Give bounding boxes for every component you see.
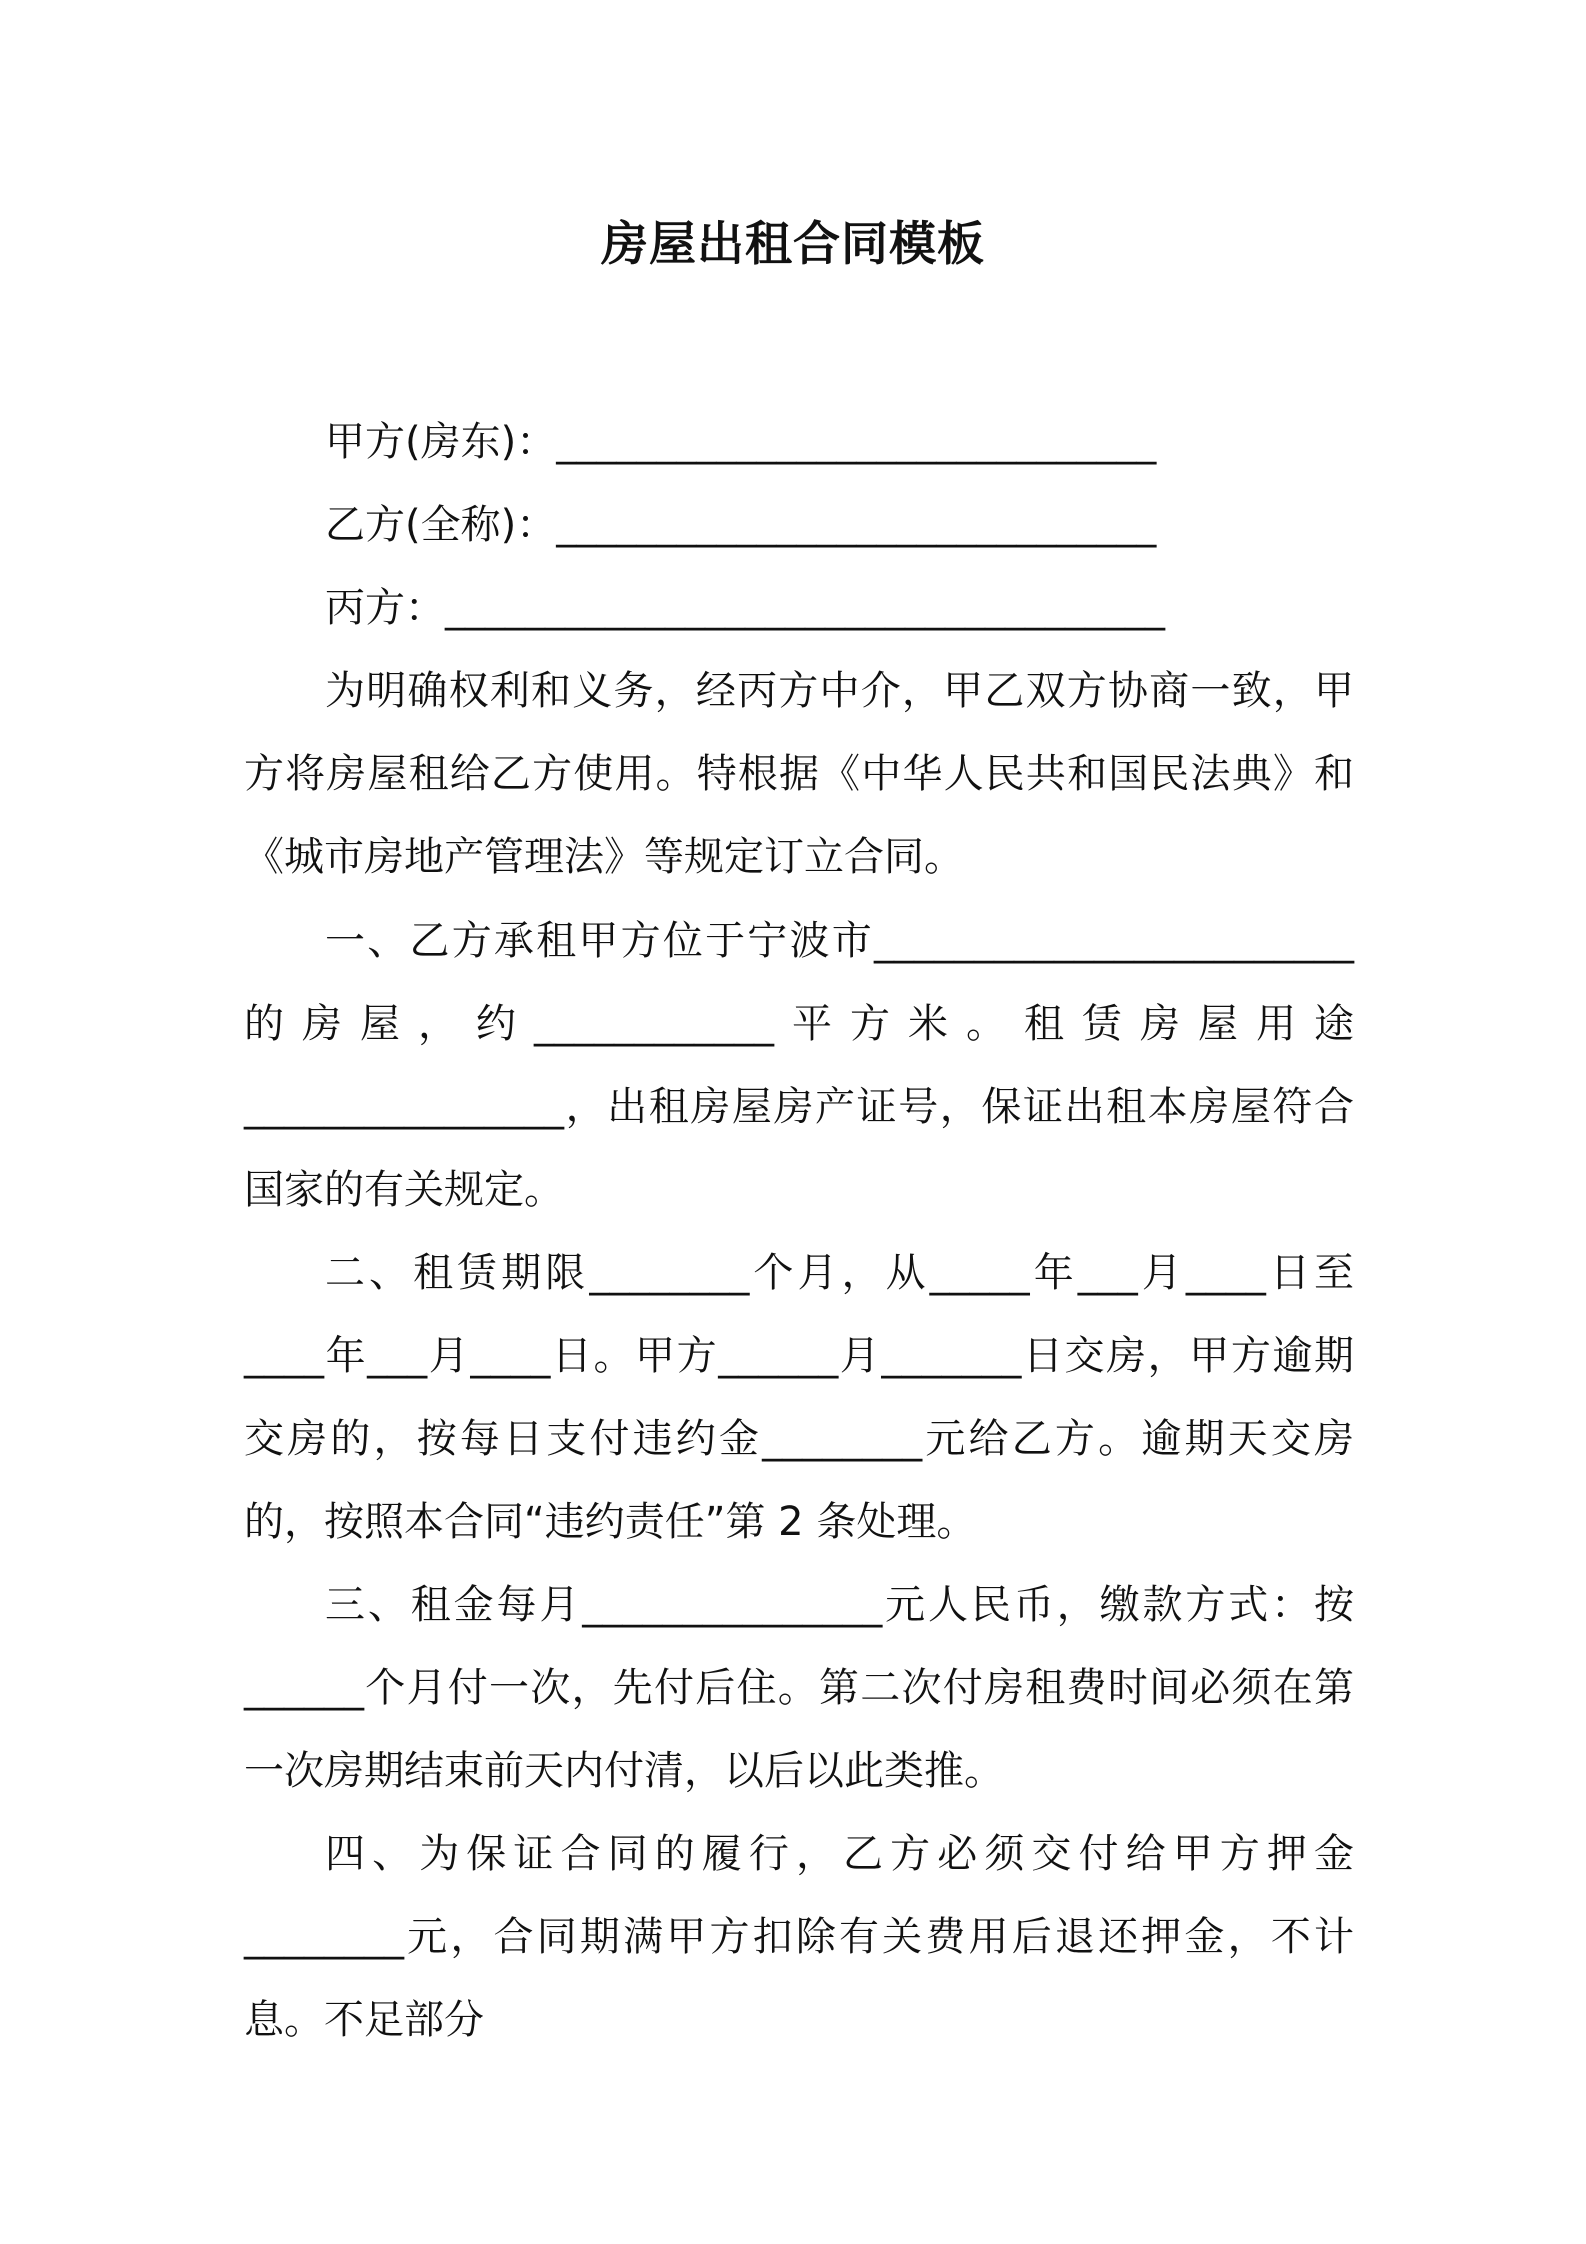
clause-2-paragraph: 二、租赁期限________个月，从_____年___月____日至____年___月____日。甲方______月_______日交房，甲方逾期交房的，按每日支付违约金________元给乙方。逾期天交房的，按照本合同“违约责任”第 2 条处理。 bbox=[244, 1250, 1354, 1545]
tenant-field: 乙方(全称)：______________________________ bbox=[325, 502, 1157, 548]
clause-4-paragraph: 四、为保证合同的履行，乙方必须交付给甲方押金________元，合同期满甲方扣除有关费用后退还押金，不计息。不足部分 bbox=[244, 1831, 1354, 2043]
agent-field: 丙方：____________________________________ bbox=[325, 585, 1165, 631]
intro-paragraph: 为明确权利和义务，经丙方中介，甲乙双方协商一致，甲方将房屋租给乙方使用。特根据《中华人民共和国民法典》和《城市房地产管理法》等规定订立合同。 bbox=[244, 668, 1354, 880]
clause-1-paragraph: 一、乙方承租甲方位于宁波市________________________的房屋，约____________平方米。租赁房屋用途________________，出租房屋房产证号，保证出租本房屋符合国家的有关规定。 bbox=[244, 918, 1354, 1213]
document-title: 房屋出租合同模板 bbox=[601, 217, 985, 272]
landlord-field: 甲方(房东)：______________________________ bbox=[325, 419, 1157, 465]
clause-3-paragraph: 三、租金每月_______________元人民币，缴款方式：按______个月付一次，先付后住。第二次付房租费时间必须在第一次房期结束前天内付清，以后以此类推。 bbox=[244, 1582, 1354, 1794]
